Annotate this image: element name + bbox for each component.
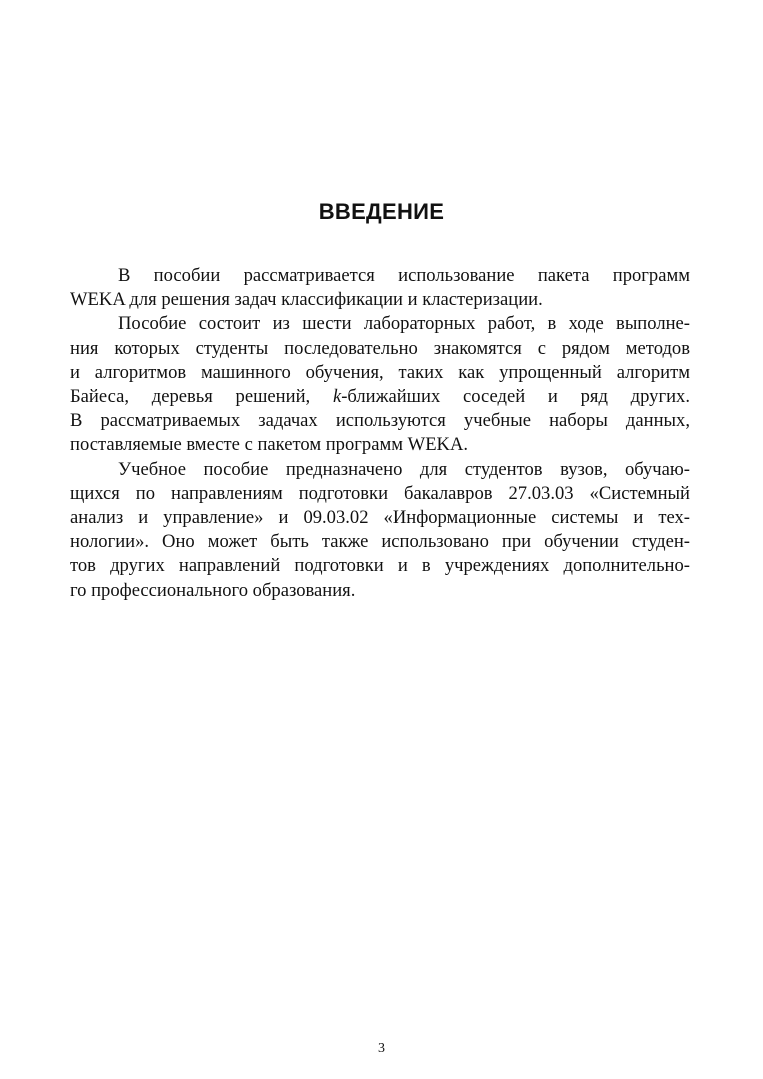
text-line: Пособие состоит из шести лабораторных работ, в ходе выполне- [118, 313, 690, 335]
text-line: и алгоритмов машинного обучения, таких как упрощенный алгоритм [70, 361, 690, 383]
variable-k: k [332, 386, 342, 408]
text-line: WEKA для решения задач классификации и кластеризации. [70, 289, 543, 311]
text-line: го профессионального образования. [70, 579, 356, 601]
text-segment: -ближайших соседей и ряд других. [341, 386, 690, 408]
text-line: В рассматриваемых задачах используются учебные наборы данных, [70, 410, 690, 432]
page-title: ВВЕДЕНИЕ [318, 199, 445, 224]
page-number: 3 [378, 1041, 385, 1056]
text-segment: Байеса, деревья решений, [70, 386, 333, 408]
text-line: анализ и управление» и 09.03.02 «Информационные системы и тех- [70, 507, 690, 529]
text-line: В пособии рассматривается использование пакета программ [118, 265, 690, 286]
text-line-with-variable [70, 385, 690, 409]
text-line: щихся по направлениям подготовки бакалавров 27.03.03 «Системный [70, 482, 690, 504]
text-line: нологии». Оно может быть также использовано при обучении студен- [70, 531, 690, 553]
body-text [70, 264, 690, 603]
paragraph-3 [70, 458, 690, 603]
text-line: тов других направлений подготовки и в учреждениях дополнительно- [70, 555, 690, 577]
paragraph-1 [70, 264, 690, 312]
text-line: ния которых студенты последовательно знакомятся с рядом методов [70, 337, 690, 359]
text-line: Учебное пособие предназначено для студентов вузов, обучаю- [118, 458, 690, 480]
paragraph-2 [70, 312, 690, 457]
text-line: поставляемые вместе с пакетом программ WEKA. [70, 434, 469, 456]
